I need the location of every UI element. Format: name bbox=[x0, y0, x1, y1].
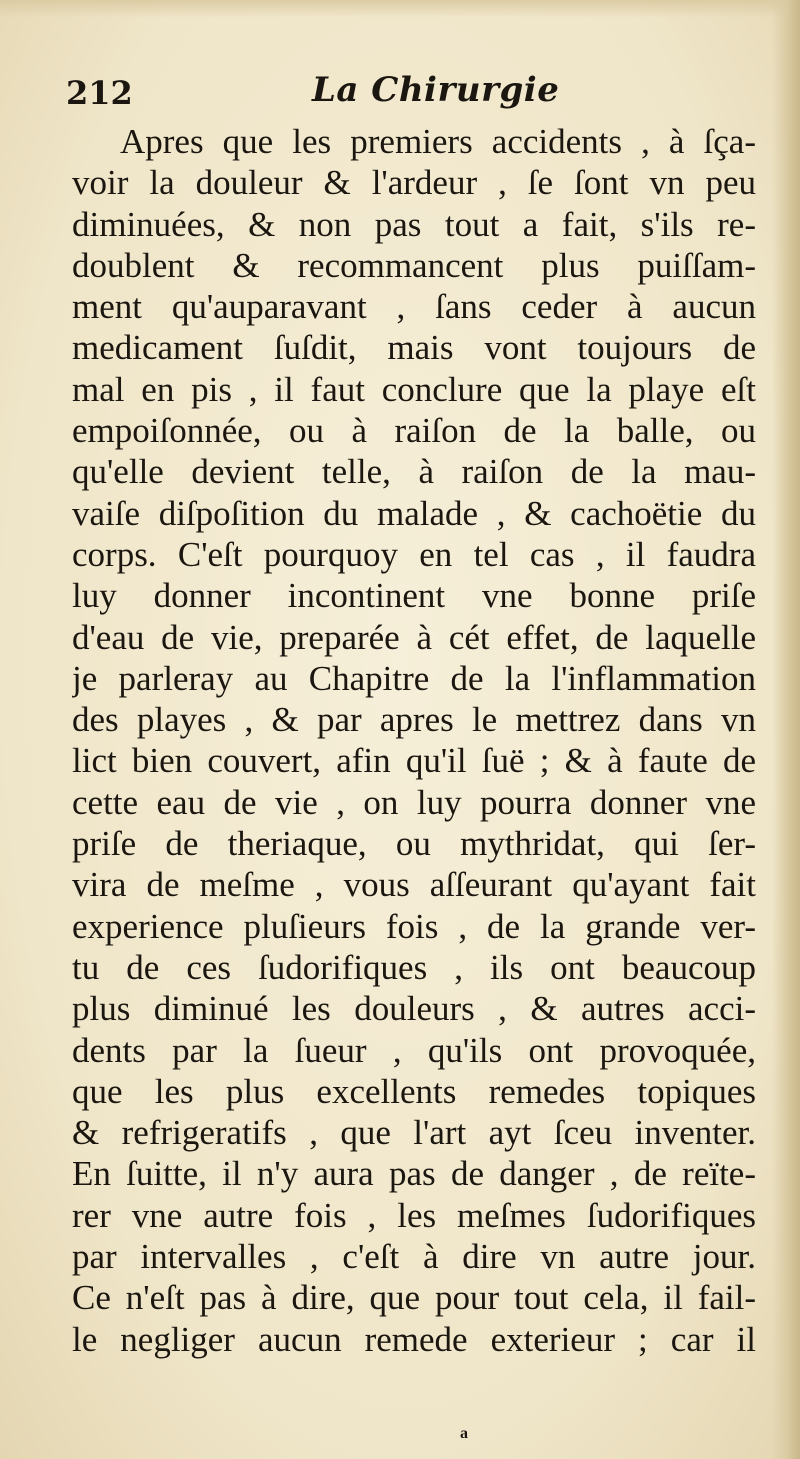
text-line: rer vne autre fois , les meſmes ſudorifiques bbox=[72, 1195, 756, 1235]
page-top-shadow bbox=[0, 0, 800, 18]
text-line: cette eau de vie , on luy pourra donner vne bbox=[72, 782, 756, 822]
text-line: medicament ſuſdit, mais vont toujours de bbox=[72, 328, 756, 368]
text-line: que les plus excellents remedes topiques bbox=[72, 1071, 756, 1111]
text-line: ment qu'auparavant , ſans ceder à aucun bbox=[72, 287, 756, 327]
text-line: corps. C'eſt pourquoy en tel cas , il faudra bbox=[72, 534, 756, 574]
text-line: vaiſe diſpoſition du malade , & cachoëtie du bbox=[72, 493, 756, 533]
page-right-edge bbox=[772, 0, 800, 1459]
text-line: doublent & recommancent plus puiſſam- bbox=[72, 245, 756, 285]
text-line: je parleray au Chapitre de la l'inflammation bbox=[72, 658, 756, 698]
text-line: En ſuitte, il n'y aura pas de danger , de reïte- bbox=[72, 1154, 756, 1194]
page-header bbox=[64, 70, 754, 116]
page-number: 212 bbox=[66, 74, 133, 112]
text-line: des playes , & par apres le mettrez dans vn bbox=[72, 700, 756, 740]
text-line: par intervalles , c'eſt à dire vn autre jour. bbox=[72, 1237, 756, 1277]
body-text bbox=[72, 121, 756, 1360]
text-line: voir la douleur & l'ardeur , ſe ſont vn peu bbox=[72, 163, 756, 203]
text-line: vira de meſme , vous aſſeurant qu'ayant fait bbox=[72, 865, 756, 905]
text-line: & refrigeratifs , que l'art ayt ſceu inventer. bbox=[72, 1113, 756, 1153]
text-line: lict bien couvert, afin qu'il ſuë ; & à faute de bbox=[72, 741, 756, 781]
signature-mark: a bbox=[460, 1425, 468, 1442]
text-line: plus diminué les douleurs , & autres acci- bbox=[72, 989, 756, 1029]
text-line: Ce n'eſt pas à dire, que pour tout cela, il fail- bbox=[72, 1278, 756, 1318]
text-line: dents par la ſueur , qu'ils ont provoquée, bbox=[72, 1030, 756, 1070]
text-line: d'eau de vie, preparée à cét effet, de laquelle bbox=[72, 617, 756, 657]
text-line: qu'elle devient telle, à raiſon de la mau- bbox=[72, 452, 756, 492]
text-line: Apres que les premiers accidents , à ſça- bbox=[120, 122, 756, 161]
text-line: empoiſonnée, ou à raiſon de la balle, ou bbox=[72, 411, 756, 451]
text-line: le negliger aucun remede exterieur ; car il bbox=[72, 1319, 756, 1359]
text-line: priſe de theriaque, ou mythridat, qui ſer- bbox=[72, 824, 756, 864]
text-line: diminuées, & non pas tout a fait, s'ils re- bbox=[72, 204, 756, 244]
text-line: mal en pis , il faut conclure que la playe eſt bbox=[72, 369, 756, 409]
text-line: luy donner incontinent vne bonne priſe bbox=[72, 576, 756, 616]
text-line: experience pluſieurs fois , de la grande ver- bbox=[72, 906, 756, 946]
text-line: tu de ces ſudorifiques , ils ont beaucoup bbox=[72, 947, 756, 987]
running-title: La Chirurgie bbox=[312, 70, 560, 110]
